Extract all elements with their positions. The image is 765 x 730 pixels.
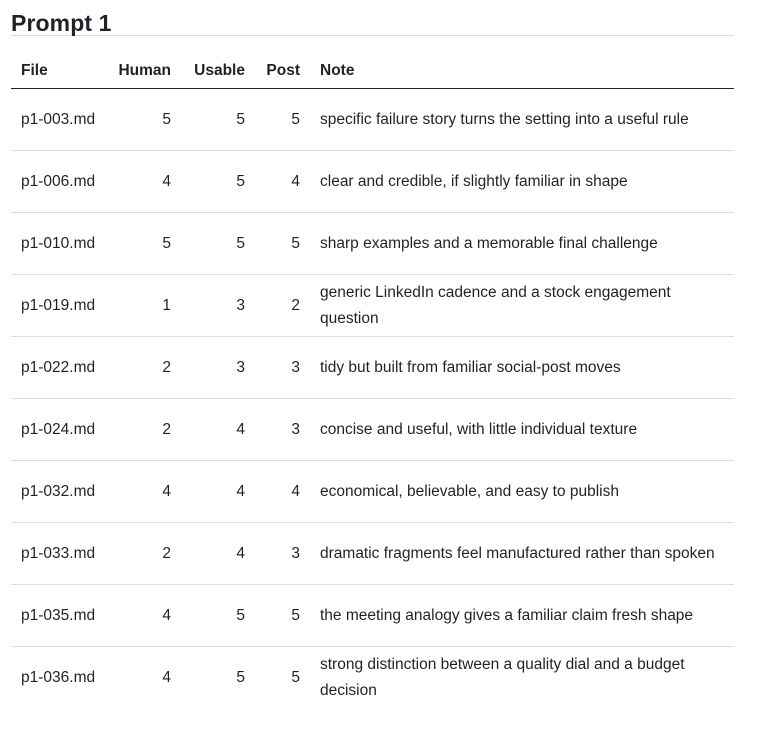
cell-file: p1-022.md [11, 337, 107, 399]
cell-human: 4 [107, 151, 181, 213]
cell-post: 4 [255, 151, 310, 213]
cell-usable: 5 [181, 585, 255, 647]
column-header-file: File [11, 53, 107, 89]
cell-usable: 4 [181, 399, 255, 461]
cell-usable: 5 [236, 668, 245, 686]
cell-usable: 3 [181, 337, 255, 399]
cell-note: strong distinction between a quality dial and a budget decision [320, 655, 685, 699]
cell-usable: 5 [181, 89, 255, 151]
cell-human: 5 [107, 213, 181, 275]
cell-post: 5 [255, 213, 310, 275]
scores-table [11, 53, 734, 708]
column-header-human: Human [107, 53, 181, 89]
cell-post: 3 [255, 523, 310, 585]
cell-note: clear and credible, if slightly familiar in shape [310, 151, 734, 213]
cell-file: p1-024.md [11, 399, 107, 461]
cell-file: p1-010.md [11, 213, 107, 275]
cell-usable: 4 [181, 461, 255, 523]
column-header-usable: Usable [181, 53, 255, 89]
table-row [11, 213, 734, 275]
cell-file: p1-032.md [11, 461, 107, 523]
cell-human: 4 [107, 585, 181, 647]
cell-post: 3 [255, 337, 310, 399]
cell-human: 1 [107, 275, 181, 337]
column-header-post: Post [255, 53, 310, 89]
cell-note: the meeting analogy gives a familiar claim fresh shape [310, 585, 734, 647]
cell-file: p1-019.md [11, 275, 107, 337]
cell-human: 4 [162, 668, 171, 686]
cell-post: 5 [255, 89, 310, 151]
cell-human: 2 [107, 399, 181, 461]
section-heading: Prompt 1 [11, 0, 734, 36]
cell-note: economical, believable, and easy to publish [310, 461, 734, 523]
cell-file: p1-036.md [21, 668, 96, 686]
cell-human: 2 [107, 337, 181, 399]
cell-note: dramatic fragments feel manufactured rather than spoken [310, 523, 734, 585]
column-header-note: Note [310, 53, 734, 89]
cell-file: p1-035.md [11, 585, 107, 647]
cell-human: 4 [107, 461, 181, 523]
cell-usable: 4 [181, 523, 255, 585]
cell-usable: 3 [181, 275, 255, 337]
cell-file: p1-006.md [11, 151, 107, 213]
table-row [11, 89, 734, 151]
cell-post: 2 [255, 275, 310, 337]
cell-note: specific failure story turns the setting into a useful rule [310, 89, 734, 151]
cell-human: 5 [107, 89, 181, 151]
table-body [11, 89, 734, 709]
cell-note: concise and useful, with little individual texture [310, 399, 734, 461]
header-row [11, 53, 734, 89]
cell-note: tidy but built from familiar social-post moves [310, 337, 734, 399]
cell-file: p1-033.md [11, 523, 107, 585]
table-row [11, 523, 734, 585]
cell-file: p1-003.md [11, 89, 107, 151]
cell-usable: 5 [181, 151, 255, 213]
cell-human: 2 [107, 523, 181, 585]
cell-note: generic LinkedIn cadence and a stock engagement question [310, 275, 734, 337]
table-row [11, 585, 734, 647]
table-row [11, 337, 734, 399]
cell-post: 4 [255, 461, 310, 523]
cell-post: 5 [255, 585, 310, 647]
cell-post: 3 [255, 399, 310, 461]
cell-post: 5 [291, 668, 300, 686]
table-row [11, 151, 734, 213]
table-row [11, 647, 734, 709]
table-row [11, 275, 734, 337]
table-row [11, 399, 734, 461]
table-row [11, 461, 734, 523]
cell-usable: 5 [181, 213, 255, 275]
cell-note: sharp examples and a memorable final challenge [310, 213, 734, 275]
table-header [11, 53, 734, 89]
